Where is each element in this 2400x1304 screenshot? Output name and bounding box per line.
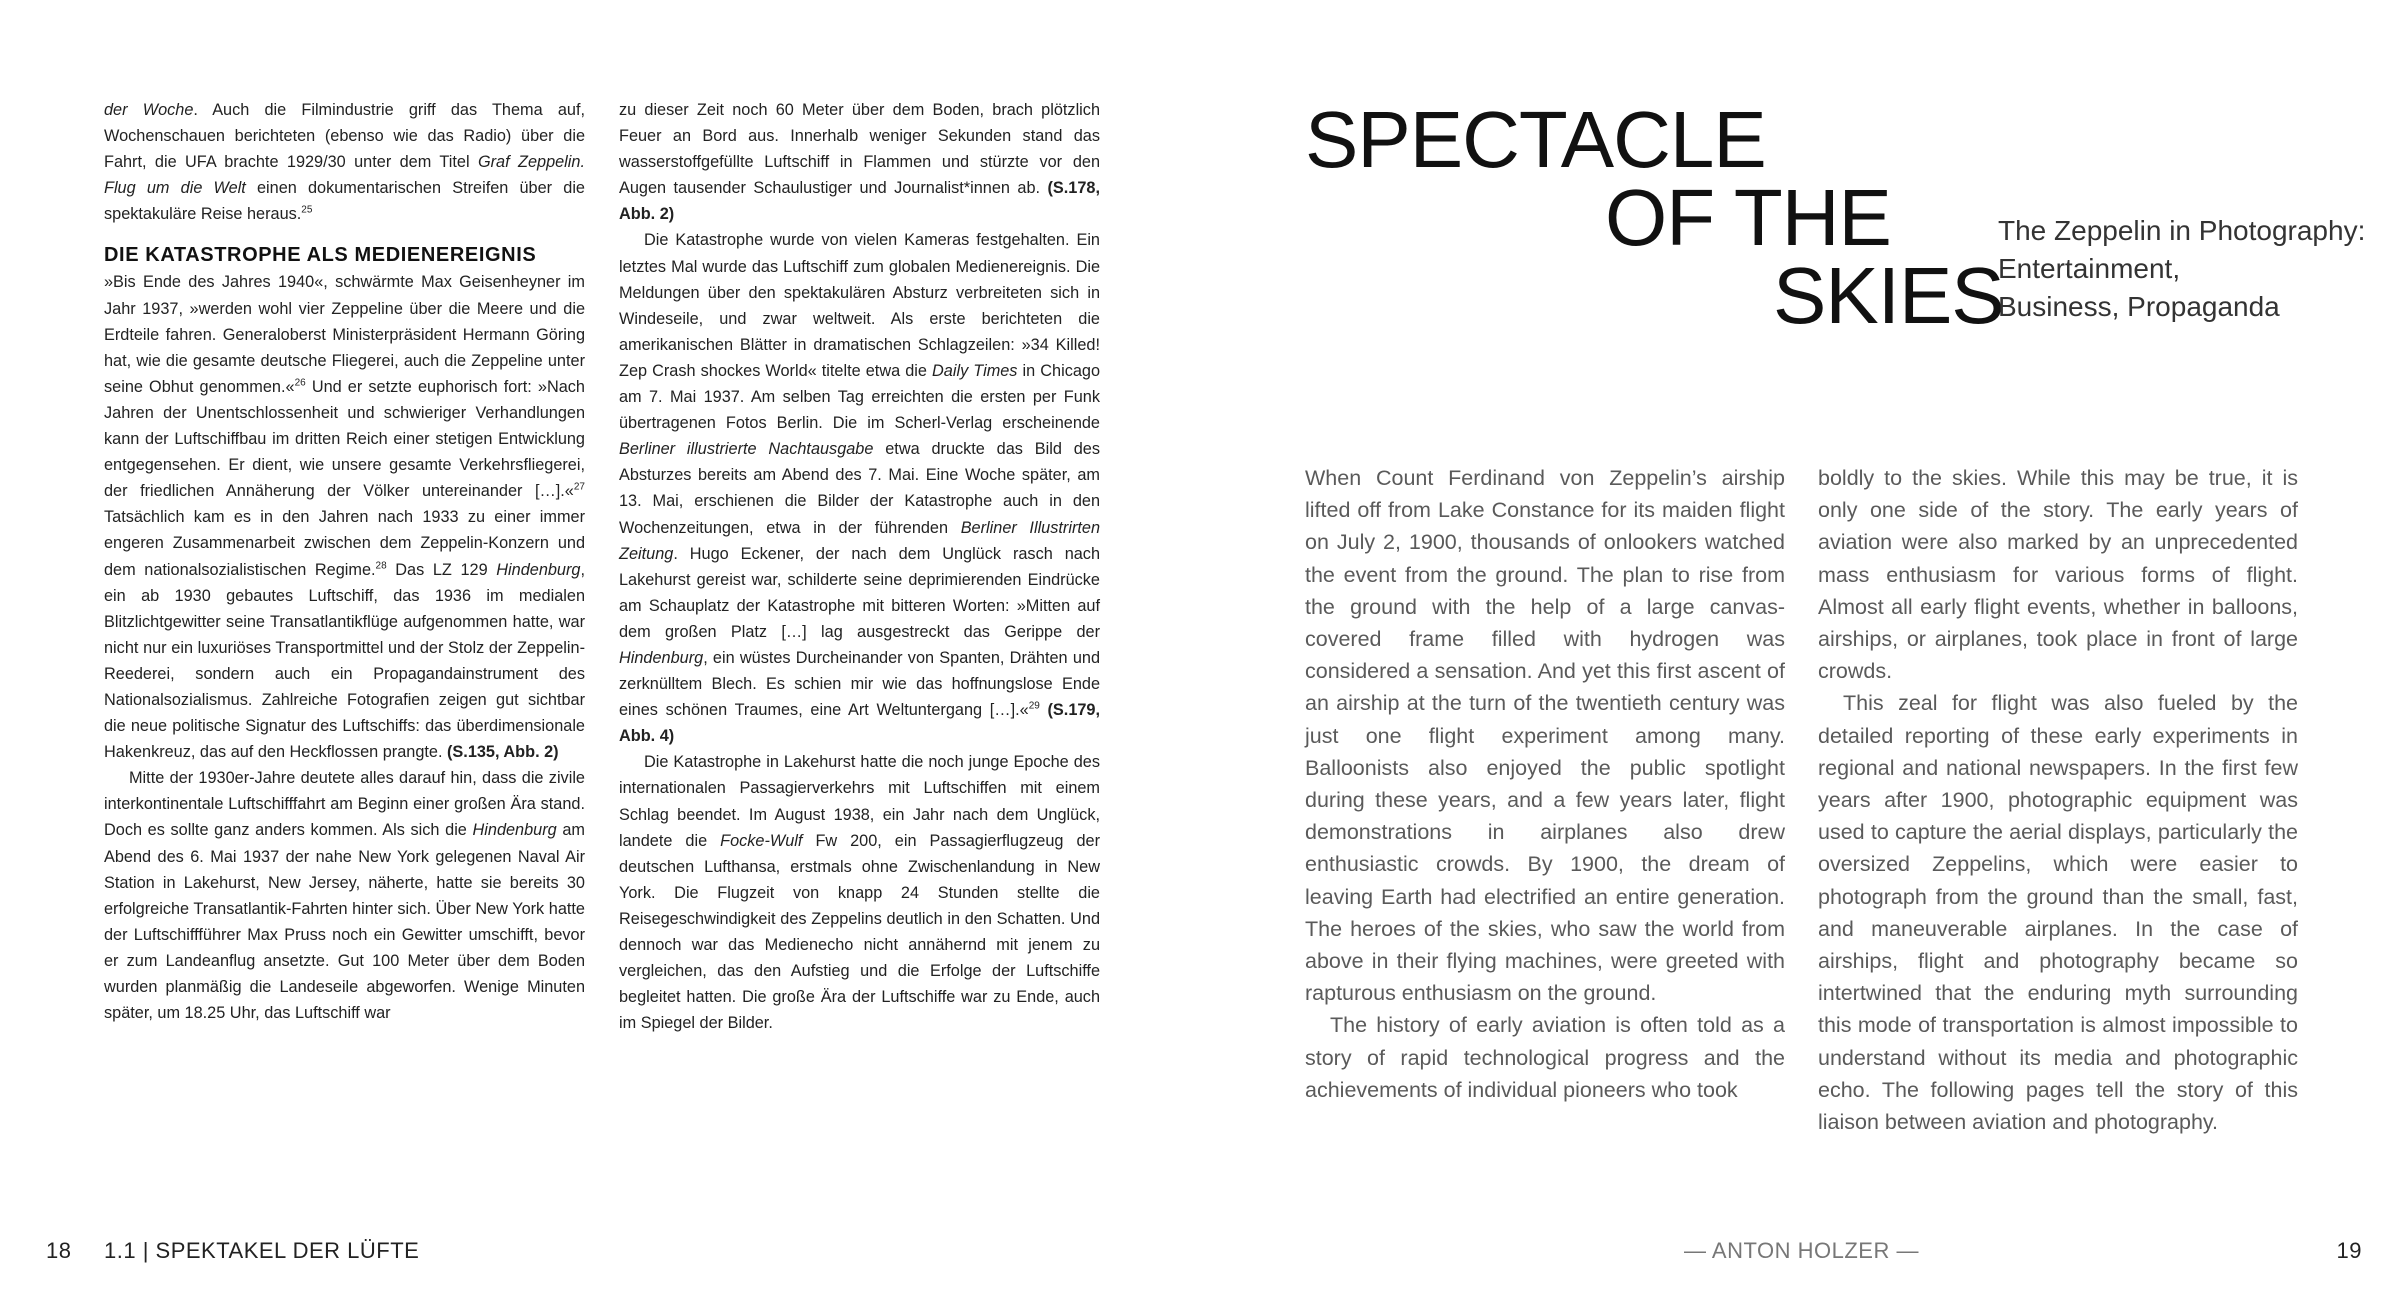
figure-ref: (S.178, Abb. 2) [619, 179, 1100, 224]
text-run: . Auch die Filmindustrie griff das Thema auf, Wochenschauen berichteten (ebenso wie das Radio) über die Fahrt, die UFA brachte 1929/30 unter dem Titel [104, 101, 585, 172]
figure-ref: (S.135, Abb. 2) [447, 743, 559, 762]
running-head-left: 1.1 | SPEKTAKEL DER LÜFTE [104, 1238, 420, 1263]
text-run: Hindenburg [619, 648, 704, 667]
text-run: Die Katastrophe wurde von vielen Kameras festgehalten. Ein letztes Mal wurde das Luftschiff zum globalen Medienereignis. Die Meldungen über den spektakulären Absturz verbreiteten sich in Windeseile, und zwar weltweit. Als erste berichteten die amerikanischen Blätter in dramatischen Schlagzeilen: »34 Killed! Zep Crash shockes World« titelte etwa die [619, 231, 1100, 380]
body-paragraph [619, 749, 1100, 1036]
body-paragraph: The history of early aviation is often told as a story of rapid technological progress and the achievements of individual pioneers who took [1305, 1013, 1785, 1102]
text-run: etwa druckte das Bild des Absturzes bereits am Abend des 7. Mai. Eine Woche später, am 13. Mai, erschienen die Bilder der Katastrophe auch in den Wochenzeitungen, etwa in der führenden [619, 440, 1100, 537]
footnote-ref: 29 [1028, 700, 1040, 712]
text-run: in Chicago am 7. Mai 1937. Am selben Tag erreichten die ersten per Funk übertragenen Fotos Berlin. Die im Scherl-Verlag erscheinende [619, 361, 1100, 433]
footnote-ref: 27 [573, 481, 585, 493]
body-paragraph [619, 97, 1100, 227]
german-text-column-2 [619, 97, 1100, 1036]
text-run: Tatsächlich kam es in den Jahren nach 1933 zu einer immer engeren Zusammenarbeit zwischen dem Zeppelin-Konzern und dem nationalsozialistischen Regime. [104, 508, 585, 579]
subtitle-line-3: Business, Propaganda [1998, 291, 2280, 322]
page-number-right: 19 [2336, 1238, 2362, 1263]
text-run: Focke-Wulf [720, 831, 803, 850]
chapter-title-line-1: SPECTACLE [1305, 95, 1766, 184]
body-paragraph [104, 269, 585, 765]
text-run: Daily Times [932, 361, 1018, 380]
text-run: Mitte der 1930er-Jahre deutete alles darauf hin, dass die zivile interkontinentale Luftschifffahrt am Beginn einer großen Ära stand. Doch es sollte ganz anders kommen. Als sich die [104, 769, 585, 840]
subtitle-line-2: Entertainment, [1998, 253, 2181, 284]
page-number-left: 18 [46, 1238, 72, 1263]
text-run: am Abend des 6. Mai 1937 der nahe New York gelegenen Naval Air Station in Lakehurst, New Jersey, näherte, hatte sie bereits 30 erfolgreiche Transatlantik-Fahrten hinter sich. Über New York hatte der Luftschiffführer Max Pruss noch ein Gewitter umschifft, bevor er zum Landeanflug ansetzte. Gut 100 Meter über dem Boden wurden planmäßig die Landeseile abgeworfen. Wenige Minuten später, um 18.25 Uhr, das Luftschiff war [104, 821, 585, 1023]
chapter-title-line-3: SKIES [1773, 251, 2004, 340]
body-paragraph [619, 227, 1100, 749]
body-paragraph: This zeal for flight was also fueled by the detailed reporting of these early experiments in regional and national newspapers. In the first few years after 1900, photographic equipment was used to capture the aerial displays, particularly the oversized Zeppelins, which were easier to photograph from the ground than the small, fast, and maneuverable airplanes. In the case of airships, flight and photography became so intertwined that the enduring myth surrounding this mode of transportation is almost impossible to understand without its media and photographic echo. The following pages tell the story of this liaison between aviation and photography. [1818, 691, 2298, 1135]
english-text-column-2 [1818, 462, 2298, 1138]
body-paragraph [104, 97, 585, 227]
text-run: Berliner Illustrirten Zeitung [619, 518, 1100, 563]
text-run: . Hugo Eckener, der nach dem Unglück rasch nach Lakehurst gereist war, schilderte seine deprimierenden Eindrücke am Schauplatz der Katastrophe mit bitteren Worten: »Mitten auf dem großen Platz […] lag ausgestreckt das Gerippe der [619, 544, 1100, 641]
german-text-column-1 [104, 97, 585, 1026]
text-run: Das LZ 129 [386, 560, 497, 579]
chapter-subtitle [1998, 212, 2400, 326]
text-run: Fw 200, ein Passagierflugzeug der deutschen Lufthansa, erstmals ohne Zwischenlandung in New York. Die Flugzeit von knapp 24 Stunden stellte die Reisegeschwindigkeit des Zeppelins deutlich in den Schatten. Und dennoch war das Medienecho nicht annähernd mit jenem zu vergleichen, das den Aufstieg und die Erfolge der Luftschiffe begleitet hatten. Die große Ära der Luftschiffe war zu Ende, auch im Spiegel der Bilder. [619, 831, 1100, 1033]
text-run: »Bis Ende des Jahres 1940«, schwärmte Max Geisenheyner im Jahr 1937, »werden wohl vier Zeppeline über die Meere und die Erdteile fahren. Generaloberst Ministerpräsident Hermann Göring hat, wie die gesamte deutsche Fliegerei, auch die Zeppeline unter seine Obhut genommen.« [104, 273, 585, 396]
body-paragraph: boldly to the skies. While this may be true, it is only one side of the story. The early years of aviation were also marked by an unprecedented mass enthusiasm for various forms of flight. Almost all early flight events, whether in balloons, airships, or airplanes, took place in front of large crowds. [1818, 466, 2298, 684]
english-text-column-1 [1305, 462, 1785, 1106]
subtitle-line-1: The Zeppelin in Photography: [1998, 215, 2366, 246]
right-page [1200, 0, 2400, 1304]
footnote-ref: 28 [375, 560, 387, 572]
chapter-title-block [1305, 95, 2366, 340]
chapter-title-line-2: OF THE [1605, 173, 1891, 262]
text-run [1040, 701, 1048, 719]
figure-ref: (S.179, Abb. 4) [619, 701, 1101, 746]
text-run: , ein ab 1930 gebautes Luftschiff, das 1936 im medialen Blitzlichtgewitter seine Transatlantikflüge aufgenommen hatte, war nicht nur ein luxuriöses Transportmittel und der Stolz der Zeppelin-Reederei, sondern auch ein Propagandainstrument des Nationalsozialismus. Zahlreiche Fotografien zeigen gut sichtbar die neue politische Signatur des Luftschiffs: das überdimensionale Hakenkreuz, das auf den Heckflossen prangte. [104, 560, 585, 762]
text-run: Berliner illustrierte Nachtausgabe [619, 440, 874, 459]
body-paragraph [104, 765, 585, 1026]
text-run: Hindenburg [496, 560, 581, 579]
text-run: Hindenburg [472, 821, 557, 840]
body-paragraph: When Count Ferdinand von Zeppelin’s airship lifted off from Lake Constance for its maiden flight on July 2, 1900, thousands of onlookers watched the event from the ground. The plan to rise from the ground with the help of a large canvas-covered frame filled with hydrogen was considered a sensation. And yet this first ascent of an airship at the turn of the twentieth century was just one flight experiment among many. Balloonists also enjoyed the public spotlight during these years, and a few years later, flight demonstrations in airplanes also drew enthusiastic crowds. By 1900, the dream of leaving Earth had electrified an entire generation. The heroes of the skies, who saw the world from above in their flying machines, were greeted with rapturous enthusiasm on the ground. [1305, 466, 1785, 1006]
text-run: Und er setzte euphorisch fort: »Nach Jahren der Unentschlossenheit und schwieriger Verhandlungen kann der Luftschiffbau im dritten Reich einer stetigen Entwicklung entgegensehen. Er dient, wie unsere gesamte Verkehrsfliegerei, der friedlichen Annäherung der Völker untereinander […].« [104, 377, 585, 501]
text-run: Die Katastrophe in Lakehurst hatte die noch junge Epoche des internationalen Passagierverkehrs mit Luftschiffen mit einem Schlag beendet. Im August 1938, ein Jahr nach dem Unglück, landete die [619, 753, 1100, 850]
text-run: , ein wüstes Durcheinander von Spanten, Drähten und zerknülltem Blech. Es schien mir wie das hoffnungslose Ende eines schönen Traumes, eine Art Weltuntergang […].« [619, 648, 1100, 720]
text-run: einen dokumentarischen Streifen über die spektakuläre Reise heraus. [104, 179, 585, 224]
text-run: Graf Zeppelin. Flug um die Welt [104, 153, 585, 198]
text-run: zu dieser Zeit noch 60 Meter über dem Boden, brach plötzlich Feuer an Bord aus. Innerhalb weniger Sekunden stand das wasserstoffgefüllte Luftschiff in Flammen und stürzte vor den Augen tausender Schaulustiger und Journalist*innen ab. [619, 101, 1100, 198]
text-run: der Woche [104, 101, 194, 119]
section-heading: DIE KATASTROPHE ALS MEDIENEREIGNIS [104, 244, 537, 267]
running-head-right: — ANTON HOLZER — [1684, 1238, 1919, 1263]
footnote-ref: 26 [294, 377, 306, 389]
footnote-ref: 25 [301, 204, 313, 216]
